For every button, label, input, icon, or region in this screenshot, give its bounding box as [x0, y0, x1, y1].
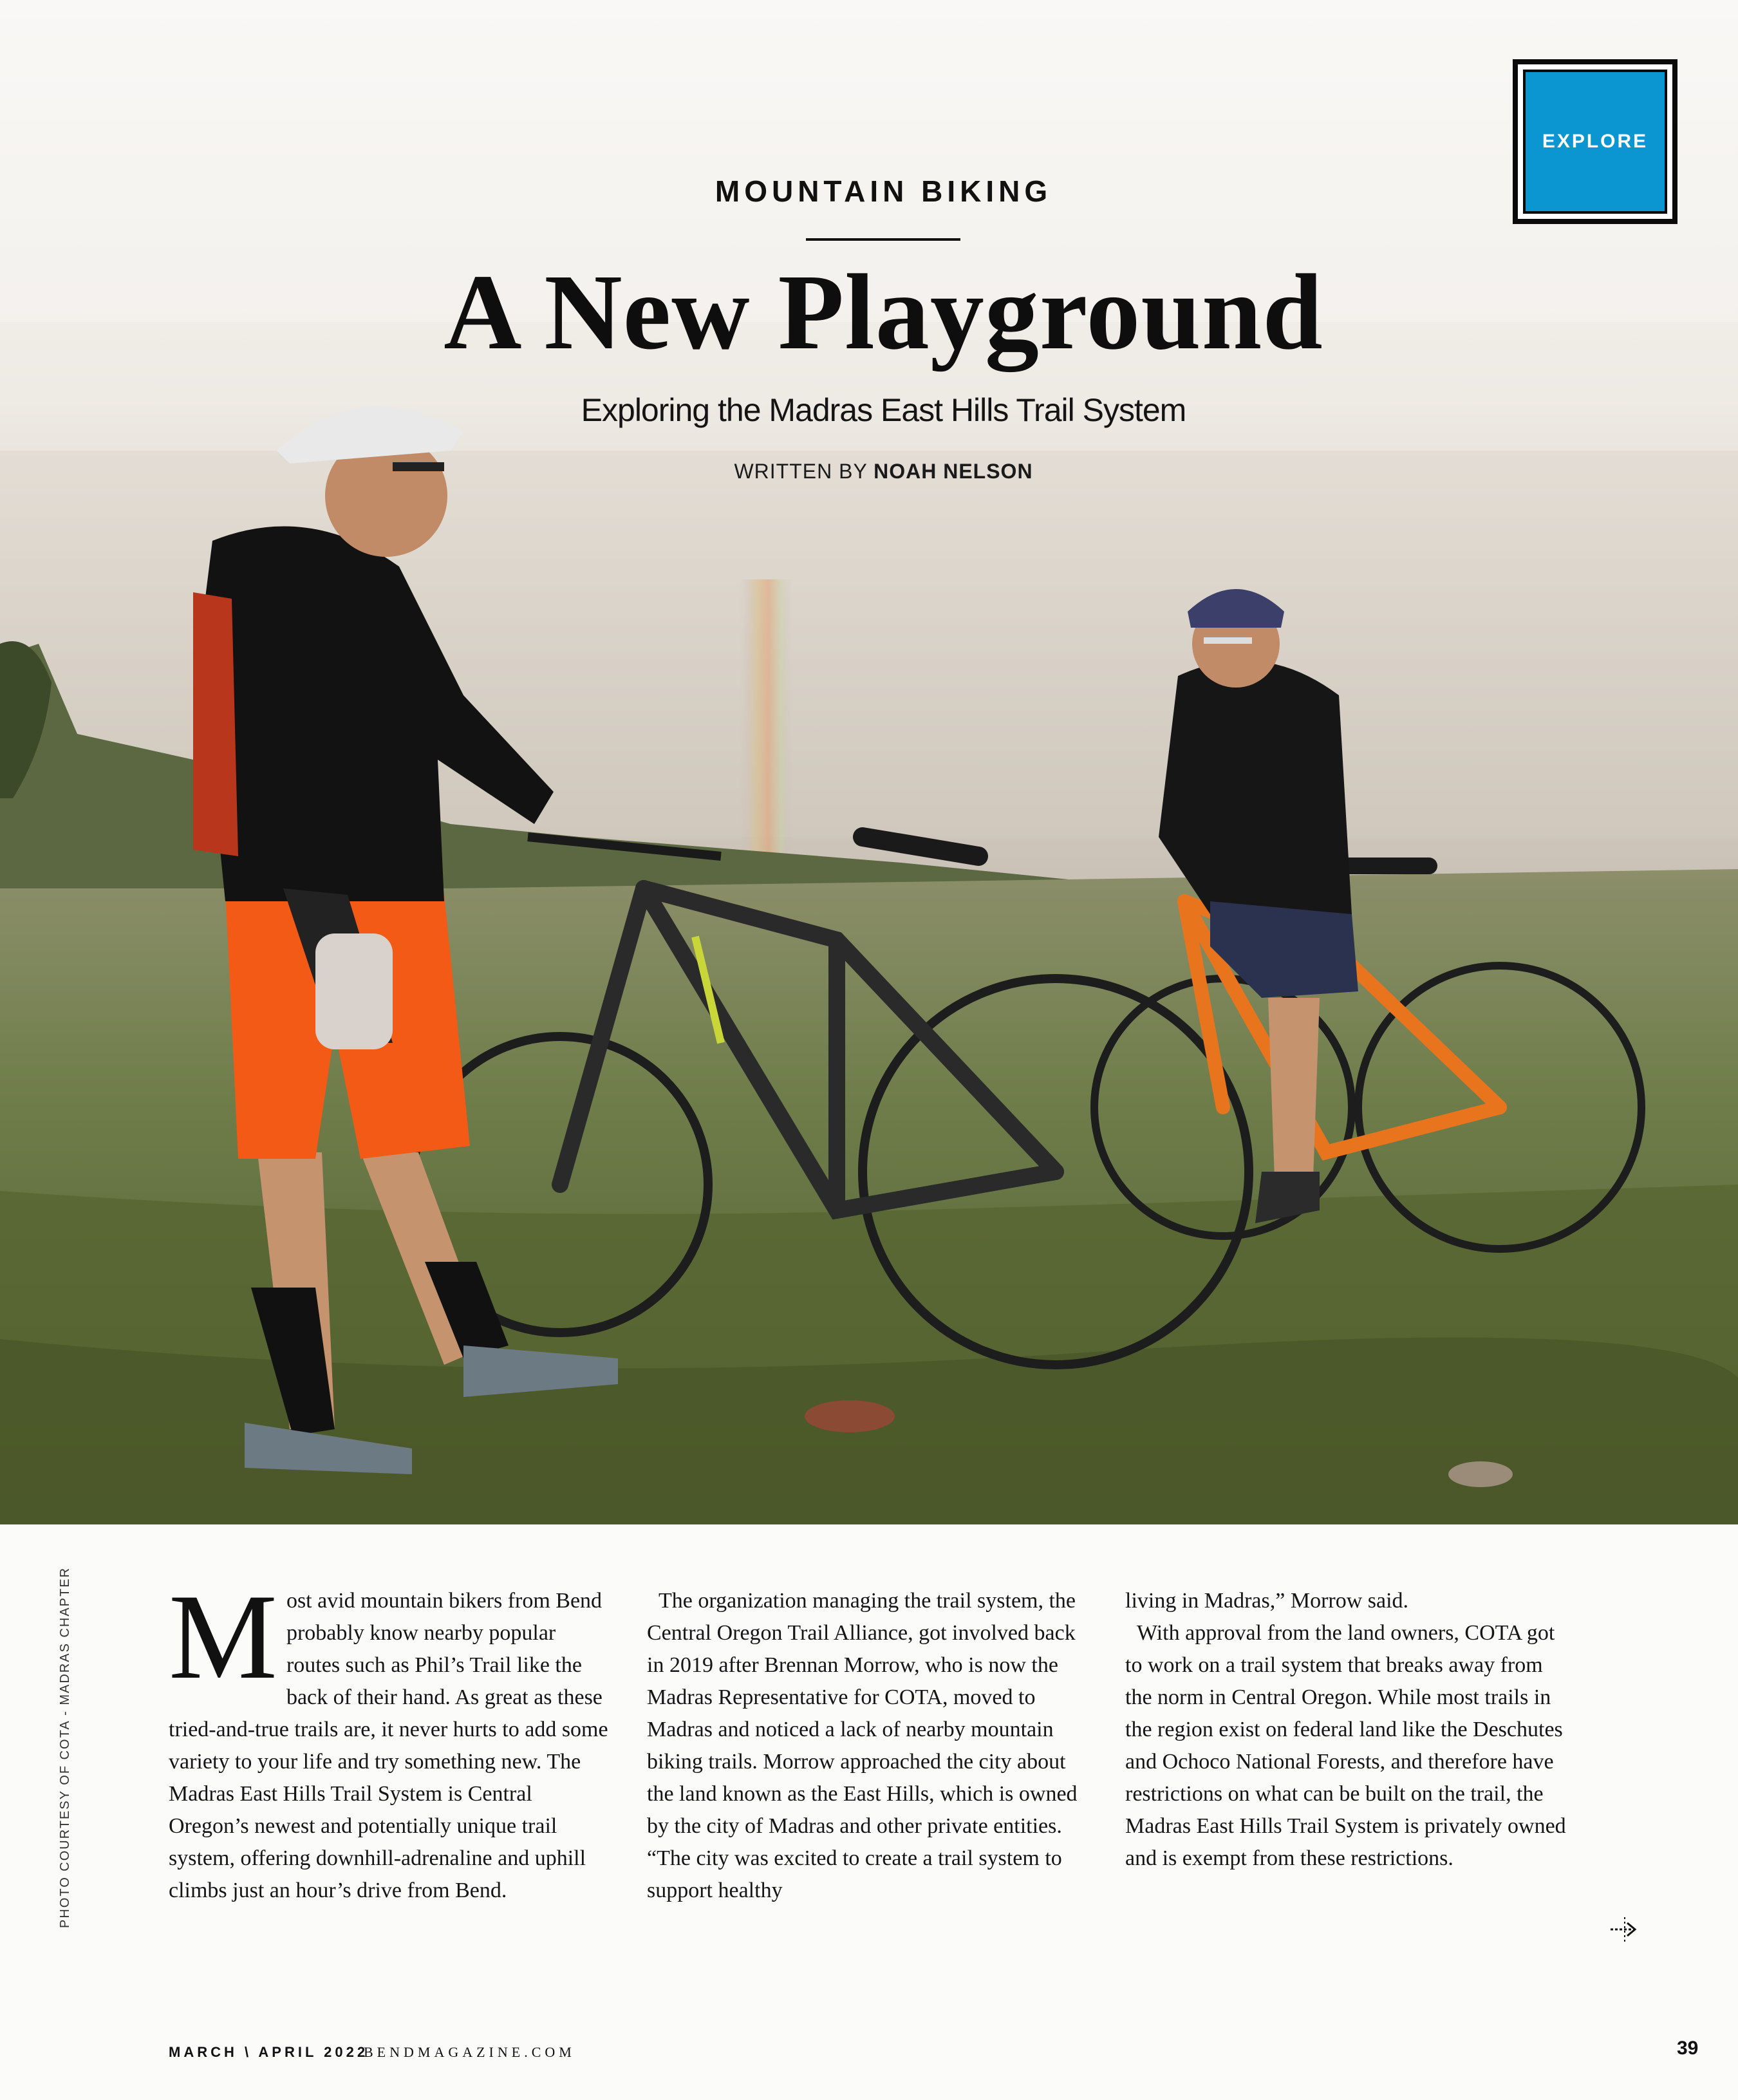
paragraph — [169, 1570, 613, 1907]
drop-cap: M — [169, 1570, 277, 1705]
title-divider — [806, 238, 960, 241]
photo-credit: PHOTO COURTESY OF COTA - MADRAS CHAPTER — [58, 1566, 72, 1928]
paragraph: With approval from the land owners, COTA got to work on a trail system that breaks away from the norm in Central Oregon. While most trails in the region exist on federal land like the Deschutes and Ochoco National Forests, and therefore have restrictions on what can be built on the trail, the Madras East Hills Trail System is privately owned and is exempt from these restrictions. — [1125, 1621, 1566, 1870]
paragraph: living in Madras,” Morrow said. — [1125, 1589, 1409, 1613]
paragraph: The organization managing the trail system, the Central Oregon Trail Alliance, got involved back in 2019 after Brennan Morrow, who is now the Madras Representative for COTA, moved to Madras and noticed a lack of nearby mountain biking trails. Morrow approached the city about the land known as the East Hills, which is owned by the city of Madras and other private entities. “The city was excited to create a trail system to support healthy — [647, 1589, 1078, 1902]
paragraph-text: ost avid mountain bikers from Bend probably know nearby popular routes such as Phil’s Trail like the back of their hand. As great as these tried-and-true trails are, it never hurts to add some variety to your life and try something new. The Madras East Hills Trail System is Central Oregon’s newest and potentially unique trail system, offering downhill-adrenaline and uphill climbs just an hour’s drive from Bend. — [169, 1589, 608, 1902]
article-column-2 — [647, 1585, 1091, 1907]
continue-arrow-icon — [1608, 1913, 1640, 1945]
byline-prefix: WRITTEN BY — [734, 460, 868, 483]
article-column-1 — [169, 1570, 613, 1907]
subtitle: Exploring the Madras East Hills Trail System — [581, 392, 1186, 428]
explore-label: EXPLORE — [1523, 70, 1667, 214]
site-url: BENDMAGAZINE.COM — [364, 2044, 575, 2060]
article-column-3 — [1125, 1585, 1569, 1875]
author-name: NOAH NELSON — [874, 460, 1033, 483]
page-number: 39 — [1677, 2038, 1699, 2059]
page-title: A New Playground — [444, 252, 1323, 372]
section-label: MOUNTAIN BIKING — [715, 174, 1052, 208]
issue-date: MARCH \ APRIL 2022 — [169, 2044, 369, 2060]
byline — [0, 460, 1738, 483]
